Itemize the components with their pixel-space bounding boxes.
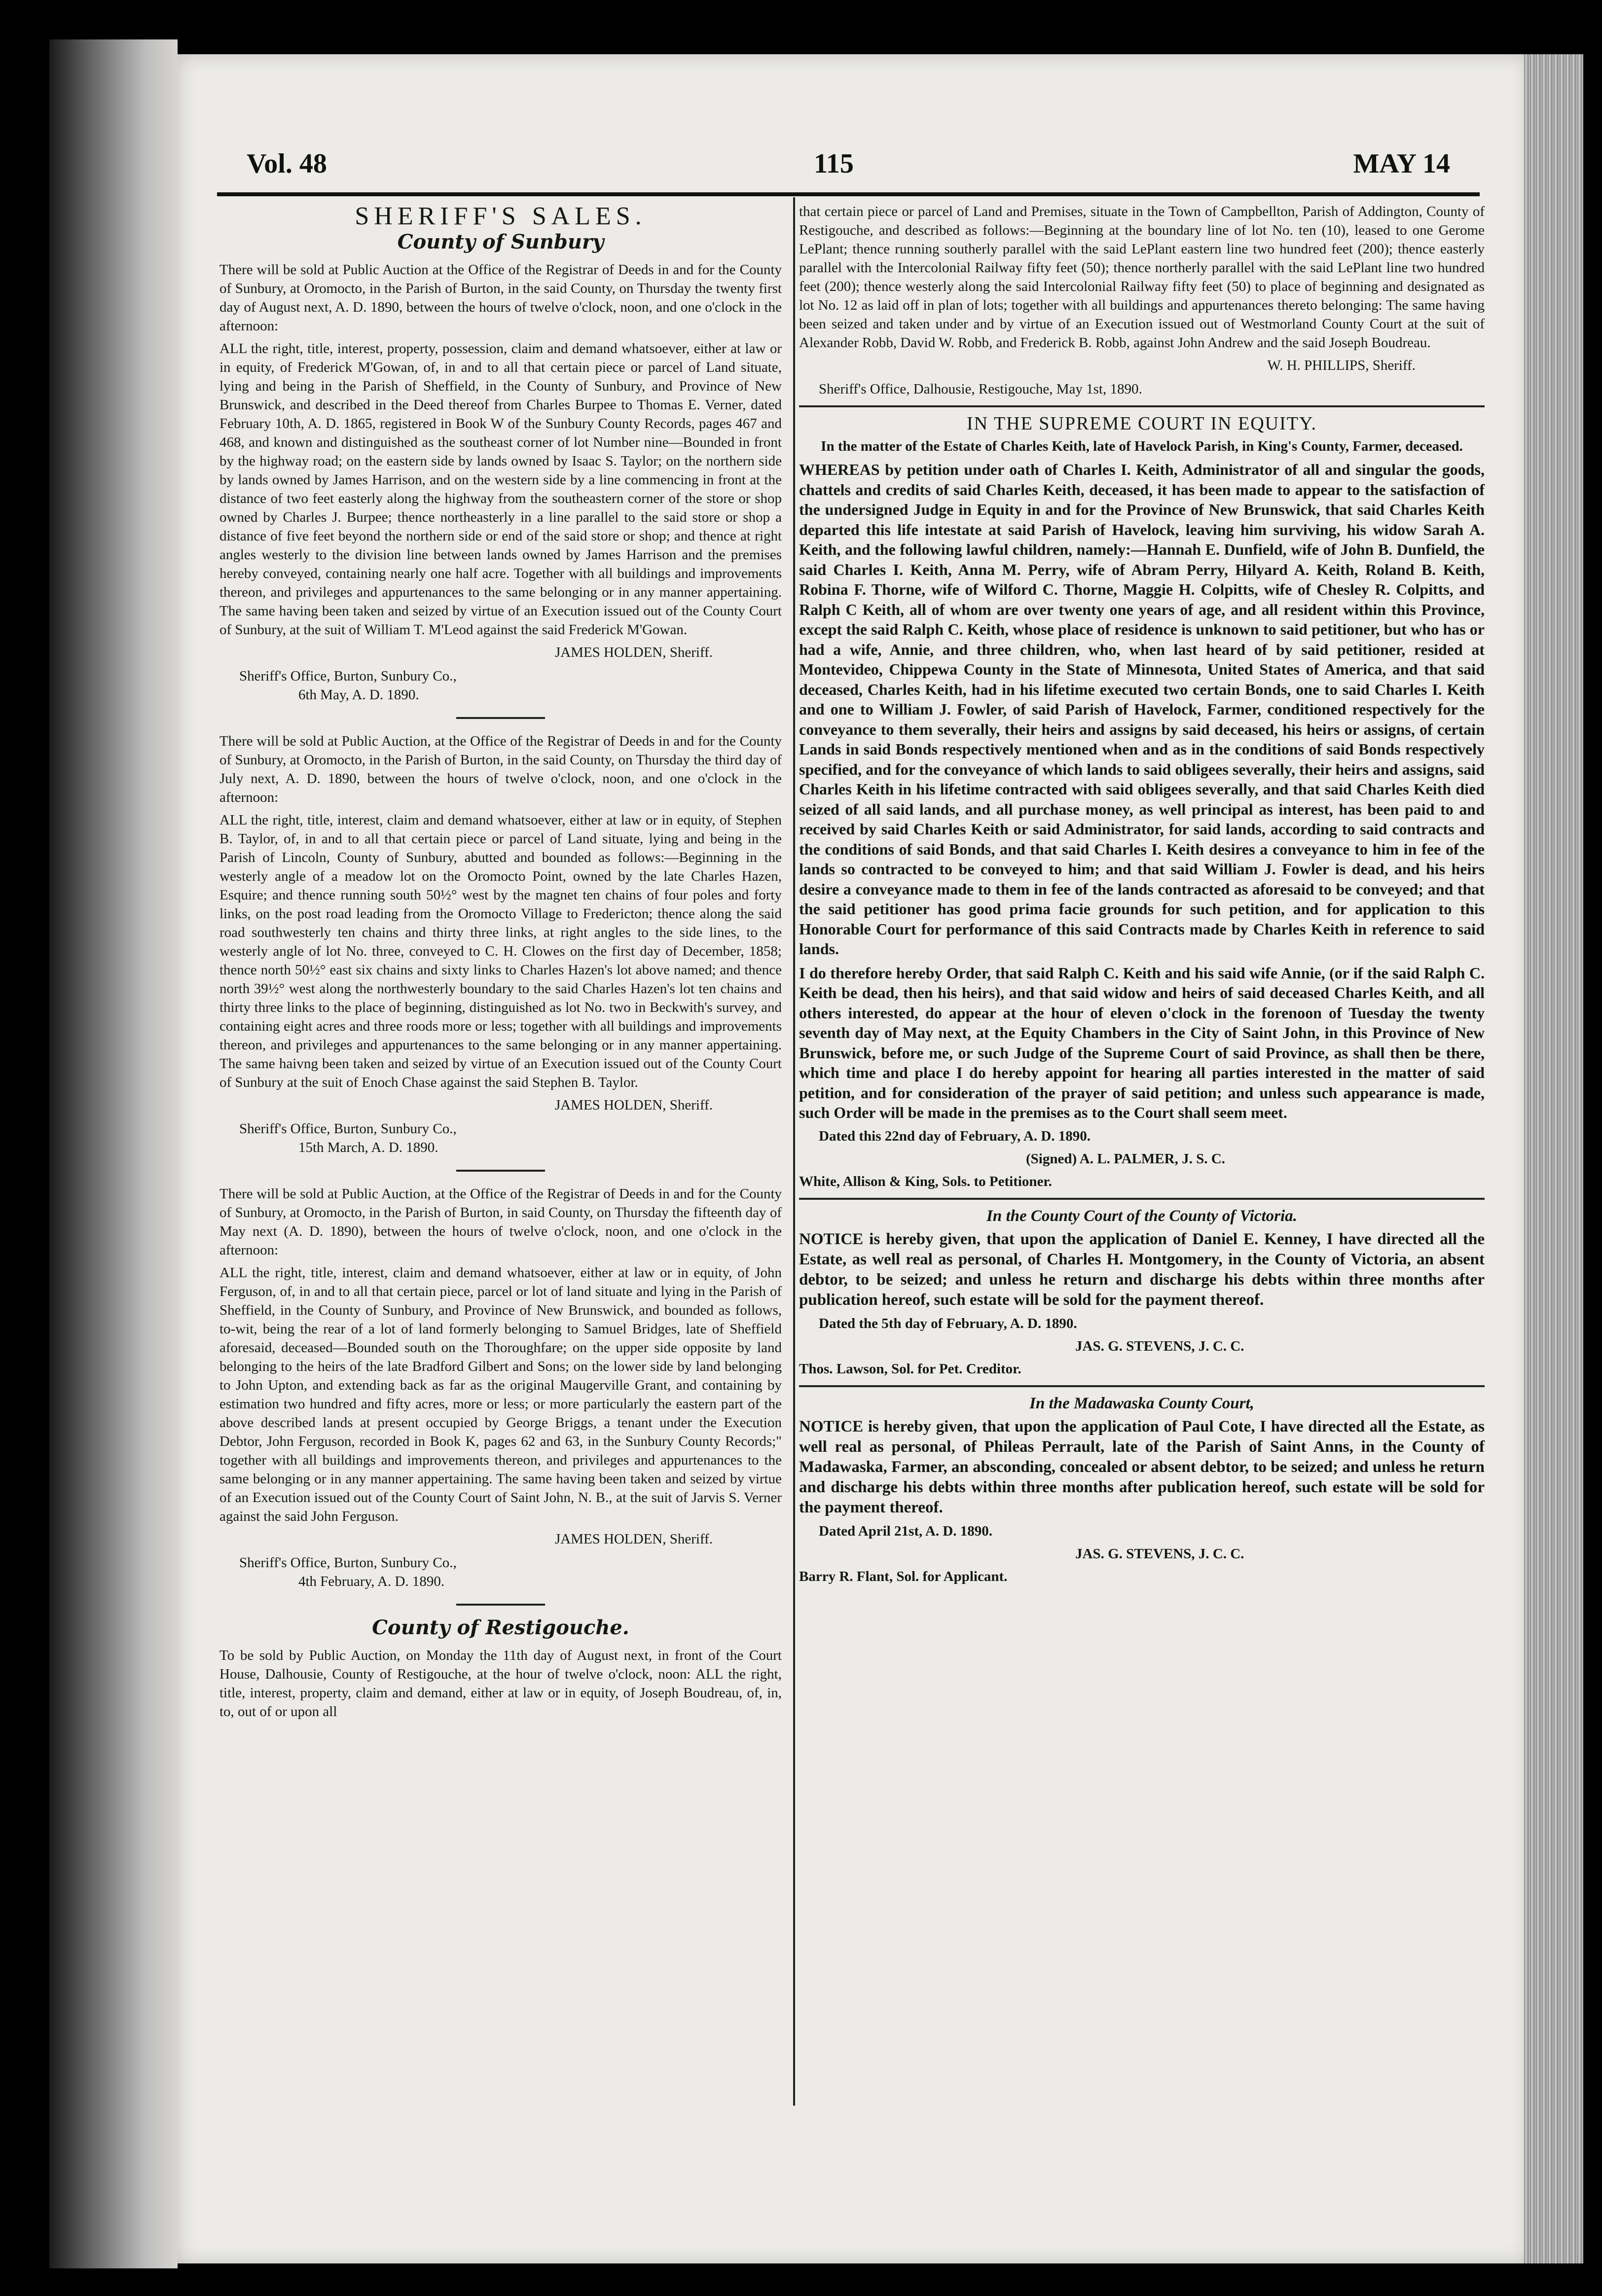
page-number: 115 [814,148,854,179]
right-column [799,202,1485,1590]
madawaska-court-title: In the Madawaska County Court, [1029,1394,1254,1412]
county-heading-restigouche: County of Restigouche. [372,1616,629,1639]
separator [456,717,545,719]
header-rule [217,192,1480,196]
notice3-office: Sheriff's Office, Burton, Sunbury Co., [239,1555,457,1571]
volume-label: Vol. 48 [247,148,327,179]
equity-dated: Dated this 22nd day of February, A. D. 1890. [819,1128,1091,1144]
notice4-continued: that certain piece or parcel of Land and Premises, situate in the Town of Campbellton, Parish of Addington, County of Restigouche, and described as follows:—Beginning at the boundary line of lot No. ten (10), leased to one Gerome LePlant; thence running southerly parallel with the said LePlant eastern line two hundred feet (200); thence easterly parallel with the Intercolonial Railway fifty feet (50); thence northerly parallel with the said LePlant line two hundred feet (200); thence westerly along the said Intercolonial Railway fifty feet (50) to place of beginning and designated as lot No. 12 as laid off in plan of lots; together with all buildings and appurtenances thereto belonging: The same having been seized and taken under and by virtue of an Execution issued out of Westmorland County Court at the suit of Alexander Robb, David W. Robb, and Frederick B. Robb, against John Andrew and the said Joseph Boudreau. [799,204,1485,351]
notice4-start: To be sold by Public Auction, on Monday the 11th day of August next, in front of the Court House, Dalhousie, County of Restigouche, at the hour of twelve o'clock, noon: ALL the right, title, interest, property, claim and demand, either at law or in equity, of Joseph Boudreau, of, in, to, out of or upon all [219,1648,782,1720]
notice1-signature: JAMES HOLDEN, Sheriff. [554,645,713,660]
notice2-office: Sheriff's Office, Burton, Sunbury Co., [239,1121,457,1137]
notice4-office: Sheriff's Office, Dalhousie, Restigouche, May 1st, 1890. [819,381,1142,397]
madawaska-dated: Dated April 21st, A. D. 1890. [819,1523,993,1539]
notice2-office-date: 15th March, A. D. 1890. [298,1140,438,1155]
separator [799,1385,1485,1387]
madawaska-solicitor: Barry R. Flant, Sol. for Applicant. [799,1568,1008,1584]
book-spine-shadow [49,39,178,2268]
section-title: SHERIFF'S SALES. [355,202,647,230]
separator [799,405,1485,407]
separator [799,1198,1485,1200]
notice2-intro: There will be sold at Public Auction, at the Office of the Registrar of Deeds in and for the County of Sunbury, at Oromocto, in the Parish of Burton, in the said County, on Thursday the third day of July next, A. D. 1890, between the hours of twelve o'clock, noon, and one o'clock in the afternoon: [219,733,782,805]
equity-signed: (Signed) A. L. PALMER, J. S. C. [1026,1150,1225,1167]
separator [456,1604,545,1606]
notice3-signature: JAMES HOLDEN, Sheriff. [554,1531,713,1547]
notice3-intro: There will be sold at Public Auction, at the Office of the Registrar of Deeds in and for the County of Sunbury, at Oromocto, in the Parish of Burton, in said County, on Thursday the fifteenth day of May next (A. D. 1890), between the hours of twelve o'clock, noon, and one o'clock in the afternoon: [219,1186,782,1258]
county-heading-sunbury: County of Sunbury [397,230,604,253]
notice3-body: ALL the right, title, interest, claim and demand whatsoever, either at law or in equity, of John Ferguson, of, in and to all that certain piece, parcel or lot of land situate and lying in the Parish of Sheffield, in the County of Sunbury, and Province of New Brunswick, and bounded as follows, to-wit, being the rear of a lot of land formerly belonging to Samuel Bridges, late of Sheffield aforesaid, deceased—Bounded south on the Thoroughfare; on the upper side opposite by land belonging to the heirs of the late Bradford Gilbert and Sons; on the lower side by land belonging to John Upton, and extending back as far as the original Maugerville Grant, and containing by estimation two hundred and fifty acres, more or less; or more particularly the eastern part of the above described lands at present occupied by George Briggs, a tenant under the Execution Debtor, John Ferguson, recorded in Book K, pages 62 and 63, in the Sunbury County Records;" together with all buildings and improvements thereon, and privileges and appurtenances to the same belonging or in any manner appertaining. The same having been taken and seized by virtue of an Execution issued out of the County Court of Saint John, N. B., at the suit of Jarvis S. Verner against the said John Ferguson. [219,1265,782,1524]
victoria-dated: Dated the 5th day of February, A. D. 1890. [819,1315,1077,1331]
equity-body-2: I do therefore hereby Order, that said Ralph C. Keith and his said wife Annie, (or if the said Ralph C. Keith be dead, then his heirs), and that said widow and heirs of said deceased Charles Keith, and all others interested, do appear at the hour of eleven o'clock in the forenoon of Tuesday the twenty seventh day of May next, at the Equity Chambers in the City of Saint John, in this Province of New Brunswick, before me, or such Judge of the Supreme Court of said Province, as shall then be there, which time and place I do hereby appoint for hearing all parties interested in the matter of said petition, and for consideration of the prayer of said petition; and unless such appearance is made, such Order will be made in the premises as to the Court shall seem meet. [799,964,1485,1121]
victoria-court-title: In the County Court of the County of Victoria. [986,1207,1297,1225]
page-header [217,148,1480,192]
notice2-signature: JAMES HOLDEN, Sheriff. [554,1097,713,1113]
madawaska-notice-body: NOTICE is hereby given, that upon the application of Paul Cote, I have directed all the Estate, as well real as personal, of Phileas Perrault, late of the Parish of Saint Anns, in the County of Madawaska, Farmer, an absconding, concealed or absent debtor, to be seized; and unless he return and discharge his debts within three months after publication hereof, such estate will be sold for the payment thereof. [799,1417,1485,1516]
equity-body-1: WHEREAS by petition under oath of Charles I. Keith, Administrator of all and singular the goods, chattels and credits of said Charles Keith, deceased, it has been made to appear to the satisfaction of the undersigned Judge in Equity in and for the Province of New Brunswick, that said Charles Keith departed this life intestate at said Parish of Havelock, leaving him surviving, his widow Sarah A. Keith, and the following lawful children, namely:—Hannah E. Dunfield, wife of John B. Dunfield, the said Charles I. Keith, Anna M. Perry, wife of Abram Perry, Hilyard A. Keith, Roland B. Keith, Robina F. Thorne, wife of Wilford C. Thorne, Maggie H. Colpitts, wife of Chesley R. Colpitts, and Ralph C Keith, all of whom are over twenty one years of age, and all resident within this Province, except the said Ralph C. Keith, whose place of residence is unknown to said petitioner, but who has or had a wife, Annie, and three children, who, when last heard of by said petitioner, resided at Montevideo, Chippewa County in the State of Minnesota, United States of America, and that said deceased, Charles Keith, had in his lifetime executed two certain Bonds, one to said Charles I. Keith and one to William J. Fowler, of said Parish of Havelock, Farmer, conditioned respectively for the conveyance to them severally, their heirs and assigns by said deceased, his heirs or assigns, of certain Lands in said Bonds respectively mentioned when and as in the conditions of said Bonds respectively specified, and for the conveyance of which lands to said obligees severally, their heirs and assigns, said Charles Keith in his lifetime contracted with said obligees severally, and that said Charles Keith died seized of all said lands, and all purchase money, as well principal as interest, has been paid to and received by said Charles Keith or said Administrator, for said lands, according to said contracts and the conditions of said Bonds, and that said Charles I. Keith desires a conveyance to him in fee of the lands so contracted to be conveyed to him; and that said William J. Fowler is dead, and his heirs desire a conveyance made to them in fee of the lands contracted as aforesaid to be conveyed; and that the said petitioner has good prima facie grounds for such petition, and for application to this Honorable Court for performance of this said Contracts made by Charles Keith in reference to said lands. [799,461,1485,958]
issue-date: MAY 14 [1353,148,1450,179]
notice1-office: Sheriff's Office, Burton, Sunbury Co., [239,668,457,684]
victoria-notice-body: NOTICE is hereby given, that upon the application of Daniel E. Kenney, I have directed all the Estate, as well real as personal, of Charles H. Montgomery, in the County of Victoria, an absent debtor, to be seized; and unless he return and discharge his debts within three months after publication hereof, such estate will be sold for the payment thereof. [799,1230,1485,1309]
notice3-office-date: 4th February, A. D. 1890. [298,1574,445,1589]
equity-solicitors: White, Allison & King, Sols. to Petitioner. [799,1173,1052,1189]
victoria-signature: JAS. G. STEVENS, J. C. C. [1075,1338,1244,1354]
notice1-intro: There will be sold at Public Auction at the Office of the Registrar of Deeds in and for the County of Sunbury, at Oromocto, in the Parish of Burton, in the said County, on Thursday the twenty first day of August next, A. D. 1890, between the hours of twelve o'clock, noon, and one o'clock in the afternoon: [219,262,782,334]
column-divider [793,197,795,2106]
notice4-signature: W. H. PHILLIPS, Sheriff. [1267,358,1416,373]
notice1-body: ALL the right, title, interest, property, possession, claim and demand whatsoever, either at law or in equity, of Frederick M'Gowan, of, in and to all that certain piece or parcel of Land situate, lying and being in the Parish of Sheffield, in the County of Sunbury, and Province of New Brunswick, and described in the Deed thereof from Charles Burpee to Thomas E. Verner, dated February 10th, A. D. 1865, registered in Book W of the Sunbury County Records, pages 467 and 468, and known and distinguished as the southeast corner of lot Number nine—Bounded in front by the highway road; on the eastern side by lands owned by Isaac S. Taylor; on the northern side by lands owned by James Harrison, and on the western side by a line commencing in front at the distance of two feet easterly along the highway from the southeastern corner of the store or shop owned by Charles J. Burpee; thence northeasterly in a line parallel to the said store or shop a distance of five feet beyond the northern side or end of the said store or shop; and thence at right angles westerly to the division line between lands owned by James Harrison and the premises hereby conveyed, containing nearly one half acre. Together with all buildings and improvements thereon, and privileges and appurtenances to the same belonging or in any manner appertaining. The same having been taken and seized by virtue of an Execution issued out of the County Court of Sunbury, at the suit of William T. M'Leod against the said Frederick M'Gowan. [219,341,782,638]
equity-subtitle: In the matter of the Estate of Charles Keith, late of Havelock Parish, in King's County, Farmer, deceased. [821,438,1463,454]
madawaska-signature: JAS. G. STEVENS, J. C. C. [1075,1545,1244,1562]
notice2-body: ALL the right, title, interest, claim and demand whatsoever, either at law or in equity, of Stephen B. Taylor, of, in and to all that certain piece or parcel of Land situate, lying and being in the Parish of Lincoln, County of Sunbury, abutted and bounded as follows:—Beginning in the westerly angle of a meadow lot on the Oromocto Point, owned by the late Charles Hazen, Esquire; and thence running south 50½° west by the magnet ten chains of four poles and forty links, on the post road leading from the Oromocto Village to Fredericton; thence along the said road southwesterly ten chains and thirty three links, at right angles to the side lines, to the westerly angle of lot No. three, conveyed to C. H. Clowes on the first day of December, 1858; thence north 50½° east six chains and sixty links to Charles Hazen's lot above named; and thence north 39½° west along the northwesterly boundary to the said Charles Hazen's lot ten chains and thirty three links to the place of beginning, distinguished as lot No. two in Beckwith's survey, and containing eight acres and three roods more or less; together with all buildings and improvements thereon, and privileges and appurtenances to the same belonging or in any manner appertaining. The same haivng been taken and seized by virtue of an Execution issued out of the County Court of Sunbury at the suit of Enoch Chase against the said Stephen B. Taylor. [219,812,782,1090]
victoria-solicitor: Thos. Lawson, Sol. for Pet. Creditor. [799,1361,1021,1377]
left-column [219,202,782,1725]
separator [456,1170,545,1172]
notice1-office-date: 6th May, A. D. 1890. [298,687,419,703]
page-edges [1524,54,1583,2263]
equity-title: IN THE SUPREME COURT IN EQUITY. [967,413,1317,434]
